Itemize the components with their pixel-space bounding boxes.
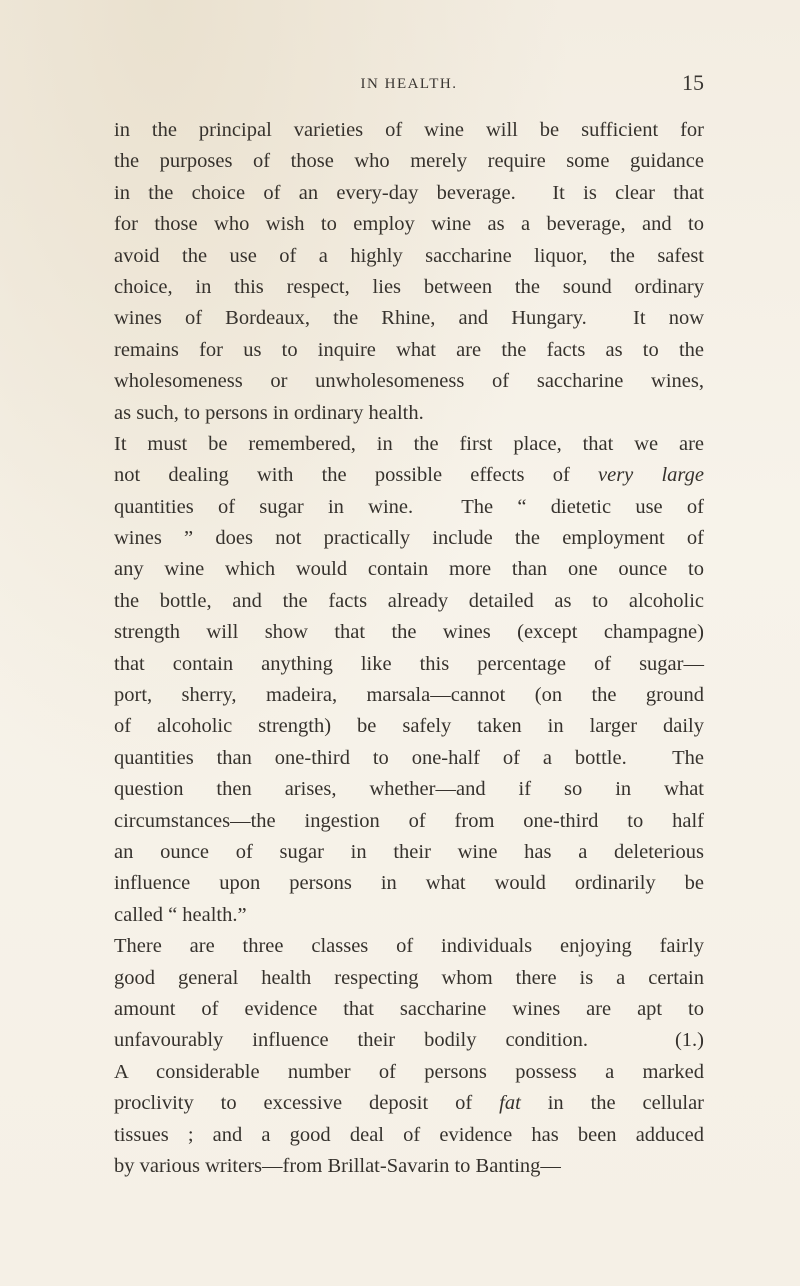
text-line — [114, 554, 704, 585]
text-line — [114, 429, 704, 460]
text-segment: in the choice of an every-day beverage. It is clear that — [114, 181, 704, 204]
text-segment: in the cellular — [520, 1092, 705, 1115]
text-segment: A considerable number of persons possess a marked — [114, 1060, 704, 1083]
text-segment: wines of Bordeaux, the Rhine, and Hungary. It now — [114, 307, 704, 330]
text-segment: choice, in this respect, lies between the sound ordinary — [114, 275, 704, 298]
text-line — [114, 366, 704, 397]
text-segment: good general health respecting whom there is a certain — [114, 966, 704, 989]
text-line — [114, 209, 704, 240]
text-segment: by various writers—from Brillat-Savarin to Banting— — [114, 1154, 561, 1177]
text-segment: wholesomeness or unwholesomeness of saccharine wines, — [114, 370, 704, 393]
text-segment: proclivity to excessive deposit of — [114, 1092, 500, 1115]
italic-text: fat — [499, 1092, 521, 1115]
text-line — [114, 398, 704, 429]
running-header — [114, 68, 704, 98]
text-line — [114, 963, 704, 994]
text-line — [114, 460, 704, 491]
text-line — [114, 1151, 704, 1182]
text-segment: question then arises, whether—and if so in what — [114, 778, 704, 801]
text-line — [114, 774, 704, 805]
text-line — [114, 492, 704, 523]
text-segment: in the principal varieties of wine will be sufficient for — [114, 119, 704, 141]
text-segment: influence upon persons in what would ordinarily be — [114, 872, 704, 895]
text-segment: unfavourably influence their bodily condition. (1.) — [114, 1029, 704, 1052]
running-title: IN HEALTH. — [360, 76, 458, 92]
text-segment: remains for us to inquire what are the facts as to the — [114, 338, 704, 361]
text-segment: strength will show that the wines (except champagne) — [114, 621, 704, 644]
text-segment: port, sherry, madeira, marsala—cannot (on the ground — [114, 684, 704, 707]
text-line — [114, 335, 704, 366]
text-line — [114, 272, 704, 303]
text-line — [114, 711, 704, 742]
text-segment: quantities than one-third to one-half of a bottle. The — [114, 746, 704, 769]
text-line — [114, 931, 704, 962]
text-line — [114, 649, 704, 680]
text-line — [114, 806, 704, 837]
text-segment: avoid the use of a highly saccharine liquor, the safest — [114, 244, 704, 267]
text-segment: the purposes of those who merely require some guidance — [114, 150, 704, 173]
text-line — [114, 617, 704, 648]
text-line — [114, 1057, 704, 1088]
text-line — [114, 586, 704, 617]
text-segment: an ounce of sugar in their wine has a deleterious — [114, 840, 704, 863]
text-line — [114, 743, 704, 774]
text-segment: for those who wish to employ wine as a beverage, and to — [114, 213, 704, 236]
text-segment: the bottle, and the facts already detailed as to alcoholic — [114, 589, 704, 612]
text-segment: not dealing with the possible effects of — [114, 464, 598, 487]
text-segment: that contain anything like this percentage of sugar— — [114, 652, 704, 675]
text-segment: There are three classes of individuals enjoying fairly — [114, 935, 704, 958]
text-segment: tissues ; and a good deal of evidence has been adduced — [114, 1123, 704, 1146]
text-line — [114, 146, 704, 177]
text-line — [114, 115, 704, 146]
text-segment: any wine which would contain more than one ounce to — [114, 558, 704, 581]
text-line — [114, 994, 704, 1025]
text-line — [114, 241, 704, 272]
text-segment: circumstances—the ingestion of from one-third to half — [114, 809, 704, 832]
text-line — [114, 1025, 704, 1056]
text-segment: It must be remembered, in the first place, that we are — [114, 432, 704, 455]
text-line — [114, 837, 704, 868]
italic-text: very large — [598, 464, 704, 487]
page-number: 15 — [682, 70, 704, 95]
text-segment: of alcoholic strength) be safely taken in larger daily — [114, 715, 704, 738]
text-line — [114, 680, 704, 711]
text-line — [114, 900, 704, 931]
text-line — [114, 868, 704, 899]
text-line — [114, 523, 704, 554]
text-segment: amount of evidence that saccharine wines are apt to — [114, 997, 704, 1020]
text-segment: as such, to persons in ordinary health. — [114, 401, 424, 424]
text-line — [114, 178, 704, 209]
text-segment: called “ health.” — [114, 903, 247, 926]
text-line — [114, 1088, 704, 1119]
body-text — [114, 115, 704, 1182]
text-line — [114, 1120, 704, 1151]
text-segment: quantities of sugar in wine. The “ dietetic use of — [114, 495, 704, 518]
text-line — [114, 303, 704, 334]
text-segment: wines ” does not practically include the employment of — [114, 527, 704, 550]
